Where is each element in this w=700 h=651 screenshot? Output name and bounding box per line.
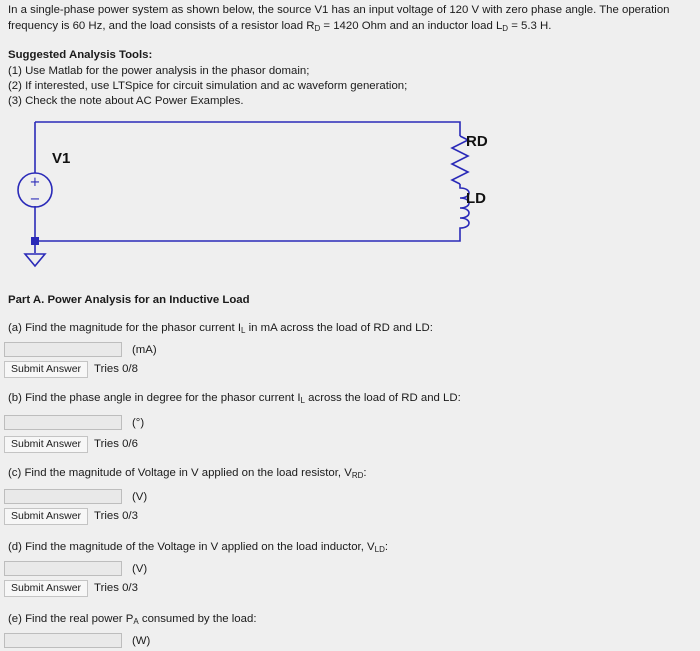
unit-e: (W) [132,634,151,647]
question-e-text: (e) Find the real power P [8,613,134,625]
question-c [8,467,367,480]
submit-answer-button-a[interactable]: Submit Answer [4,361,88,378]
question-e-text-end: consumed by the load: [138,613,257,625]
question-a-subscript: L [241,326,246,335]
submit-answer-button-c[interactable]: Submit Answer [4,508,88,525]
source-v1-symbol [18,173,52,207]
question-a-text: (a) Find the magnitude for the phasor current I [8,322,241,334]
submit-answer-button-d[interactable]: Submit Answer [4,580,88,597]
submit-row-b [4,435,138,453]
answer-input-d[interactable] [4,561,122,576]
question-d [8,541,388,554]
question-b-text: (b) Find the phase angle in degree for the phasor current I [8,392,301,404]
question-d-subscript: LD [374,545,385,554]
unit-b: (°) [132,416,145,429]
question-b-text-end: across the load of RD and LD: [305,392,461,404]
ld-label: LD [466,190,486,207]
intro-text-1: In a single-phase power system as shown below, the source V1 has an input voltage of 120 V with zero phase angle. The operation frequency is 60 Hz, and the load consists of a resistor load R [8,4,670,32]
question-d-text-end: : [384,541,389,553]
submit-row-a [4,360,138,378]
problem-statement [8,2,692,37]
unit-a: (mA) [132,343,157,356]
tool-item-2: (2) If interested, use LTSpice for circuit simulation and ac waveform generation; [8,80,408,92]
answer-row-a [4,341,157,358]
tries-a: Tries 0/8 [94,363,138,375]
tool-item-1: (1) Use Matlab for the power analysis in the phasor domain; [8,65,310,77]
answer-row-e [4,632,150,649]
circuit-diagram [0,108,700,288]
question-d-text: (d) Find the magnitude of the Voltage in V applied on the load inductor, V [8,541,375,553]
tries-c: Tries 0/3 [94,510,138,522]
answer-row-d [4,560,147,577]
answer-row-c [4,488,147,505]
submit-answer-button-b[interactable]: Submit Answer [4,436,88,453]
ground-symbol [25,254,45,266]
answer-input-e[interactable] [4,633,122,648]
plus-sign: + [29,175,41,190]
ld-subscript: D [502,24,509,33]
question-c-text: (c) Find the magnitude of Voltage in V applied on the load resistor, V [8,467,352,479]
answer-row-b [4,414,144,431]
tries-b: Tries 0/6 [94,438,138,450]
question-c-subscript: RD [351,471,364,480]
question-a [8,322,433,335]
rd-label: RD [466,133,488,150]
answer-input-c[interactable] [4,489,122,504]
tools-title: Suggested Analysis Tools: [8,49,153,61]
answer-input-b[interactable] [4,415,122,430]
question-e [8,613,256,626]
unit-c: (V) [132,490,148,503]
question-b-subscript: L [300,396,305,405]
tries-d: Tries 0/3 [94,582,138,594]
tool-item-3: (3) Check the note about AC Power Examples. [8,95,244,107]
answer-input-a[interactable] [4,342,122,357]
part-a-title: Part A. Power Analysis for an Inductive Load [8,294,250,306]
circuit-wires [35,122,460,253]
question-e-subscript: A [133,617,139,626]
question-b [8,392,461,405]
minus-sign: − [29,192,41,207]
unit-d: (V) [132,562,148,575]
intro-text-3: = 5.3 H. [508,20,552,32]
v1-label: V1 [52,150,71,167]
submit-row-c [4,507,138,525]
intro-text-2: = 1420 Ohm and an inductor load L [320,20,503,32]
node-marker [31,237,39,245]
submit-row-d [4,579,138,597]
question-a-text-end: in mA across the load of RD and LD: [245,322,433,334]
tools-list [8,64,407,109]
rd-subscript: D [314,24,321,33]
question-c-text-end: : [363,467,367,479]
